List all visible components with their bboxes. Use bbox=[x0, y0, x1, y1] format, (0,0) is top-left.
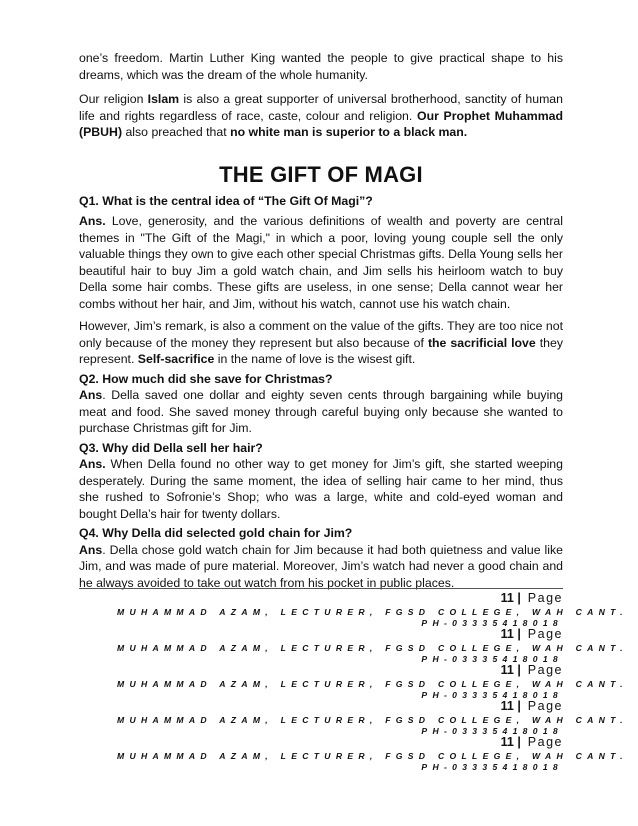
paragraph-islam: Our religion Islam is also a great supporter of universal brotherhood, sanctity of human life and rights regardless of race, caste, colour and religion. Our Prophet Muhammad (PBUH) also preached that no white man is superior to a black man. bbox=[79, 92, 563, 139]
bold-prophet: Our Prophet Muhammad (PBUH) bbox=[79, 108, 563, 139]
footer-block bbox=[79, 735, 628, 772]
page-number: 11 | Page bbox=[500, 735, 563, 749]
question-4: Q4. Why Della did selected gold chain for Jim? bbox=[79, 526, 353, 540]
page-number: 11 | Page bbox=[500, 699, 563, 713]
page-number: 11 | Page bbox=[500, 591, 563, 605]
footer-divider bbox=[79, 588, 563, 589]
footer-author: MUHAMMAD AZAM, LECTURER, FGSD COLLEGE, WAH CANT. bbox=[117, 715, 628, 725]
bold-self-sacrifice: Self-sacrifice bbox=[137, 352, 215, 366]
answer-label: Ans. bbox=[79, 214, 106, 228]
page-number: 11 | Page bbox=[500, 627, 563, 641]
paragraph-freedom: one’s freedom. Martin Luther King wanted the people to give practical shape to his dreams, which was the dream of the whole humanity. bbox=[79, 51, 563, 82]
page-number: 11 | Page bbox=[500, 663, 563, 677]
footer-block bbox=[79, 591, 628, 628]
document-body bbox=[79, 50, 563, 591]
answer-label: Ans bbox=[79, 388, 103, 402]
section-title: THE GIFT OF MAGI bbox=[219, 161, 423, 187]
bold-sacrificial-love: the sacrificial love bbox=[427, 335, 536, 350]
footer-phone: PH-03335418018 bbox=[421, 762, 563, 772]
footer-phone: PH-03335418018 bbox=[421, 690, 563, 700]
answer-1-continued: However, Jim’s remark, is also a comment on the value of the gifts. They are too nice not only because of the money they represent but also because of the sacrificial love they represent. Self-sacrifice in the name of love is the wisest gift. bbox=[79, 319, 563, 366]
answer-label: Ans. bbox=[79, 457, 106, 471]
answer-4: Ans. Della chose gold watch chain for Jim because it had both quietness and value like Jim, and was made of pure material. Moreover, Jim’s watch had never a good chain and he always avoided to take out watch from his pocket in public places. bbox=[79, 542, 563, 590]
answer-1: Ans. Love, generosity, and the various definitions of wealth and poverty are central themes in "The Gift of the Magi," in which a poor, loving young couple sell the only valuable things they own to give each other special Christmas gifts. Della Young sells her beautiful hair to buy Jim a gold watch chain, and Jim sells his heirloom watch to buy Della some hair combs. These gifts are useless, in one sense; Della cannot wear her combs without her hair, and Jim, without his watch, cannot use his watch chain. bbox=[79, 214, 563, 311]
page-footer bbox=[79, 591, 628, 772]
answer-label: Ans bbox=[79, 542, 103, 557]
footer-block bbox=[79, 663, 628, 700]
footer-author: MUHAMMAD AZAM, LECTURER, FGSD COLLEGE, WAH CANT. bbox=[117, 643, 628, 653]
answer-2: Ans. Della saved one dollar and eighty seven cents through bargaining while buying meat and food. She saved money through careful buying only because she wanted to purchase Christmas gift for Jim. bbox=[79, 388, 563, 435]
footer-phone: PH-03335418018 bbox=[421, 654, 563, 664]
footer-block bbox=[79, 627, 628, 664]
footer-block bbox=[79, 699, 628, 736]
bold-no-white-man: no white man is superior to a black man. bbox=[230, 125, 468, 139]
footer-author: MUHAMMAD AZAM, LECTURER, FGSD COLLEGE, WAH CANT. bbox=[117, 679, 628, 689]
question-3: Q3. Why did Della sell her hair? bbox=[79, 440, 263, 455]
footer-author: MUHAMMAD AZAM, LECTURER, FGSD COLLEGE, WAH CANT. bbox=[117, 607, 628, 617]
bold-islam: Islam bbox=[147, 92, 180, 106]
question-2: Q2. How much did she save for Christmas? bbox=[79, 371, 333, 386]
answer-3: Ans. When Della found no other way to get money for Jim’s gift, she started weeping desperately. During the same moment, the idea of selling hair came to her mind, thus she rushed to Sofronie’s Shop; who was a large, white and cold-eyed woman and bought Della’s hair for twenty dollars. bbox=[79, 457, 563, 521]
footer-phone: PH-03335418018 bbox=[421, 726, 563, 736]
question-1: Q1. What is the central idea of “The Gift Of Magi”? bbox=[79, 193, 373, 208]
footer-author: MUHAMMAD AZAM, LECTURER, FGSD COLLEGE, WAH CANT. bbox=[117, 751, 628, 761]
footer-phone: PH-03335418018 bbox=[421, 618, 563, 628]
